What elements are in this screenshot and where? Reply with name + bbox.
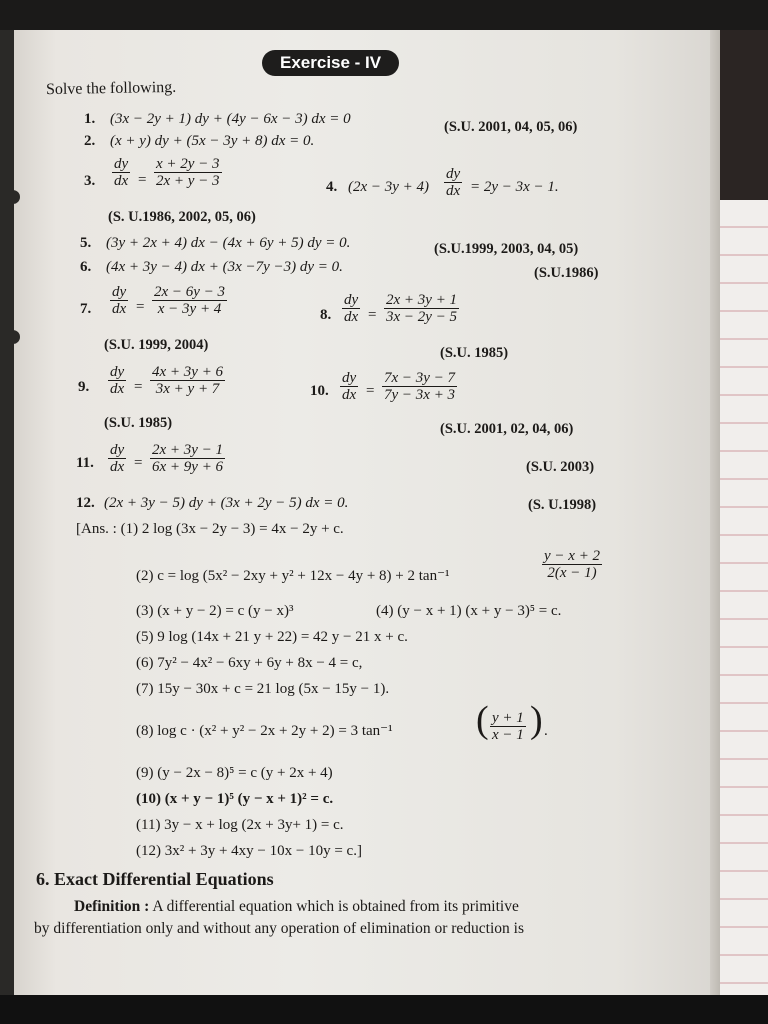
problem-number: 10. bbox=[310, 383, 329, 399]
equals-sign: = bbox=[134, 379, 143, 395]
problem-number: 4. bbox=[326, 179, 338, 195]
book-page bbox=[14, 30, 720, 995]
derivative-fraction: $\frac{dy}{dx}$ bbox=[342, 370, 357, 403]
problem-2: (x + y) dy + (5x − 3y + 8) dx = 0. bbox=[110, 133, 315, 149]
problem-number: 9. bbox=[78, 379, 90, 395]
equals-sign: = bbox=[368, 307, 377, 323]
section-heading: 6. Exact Differential Equations bbox=[36, 869, 274, 889]
answer-10: (10) (x + y − 1)⁵ (y − x + 1)² = c. bbox=[136, 791, 334, 807]
definition-line-2: by differentiation only and without any operation of elimination or reduction is bbox=[34, 920, 525, 937]
rhs-fraction: $\frac{2x + 3y + 1}{3x - 2y - 5}$ bbox=[386, 292, 458, 325]
answer-1: [Ans. : (1) 2 log (3x − 2y − 3) = 4x − 2y + c. bbox=[76, 521, 344, 537]
answer-8-fraction: $\frac{y + 1}{x - 1}$ bbox=[492, 710, 524, 743]
problem-reference: (S.U. 1985) bbox=[440, 345, 509, 361]
problem-number: 7. bbox=[80, 301, 92, 317]
background-top bbox=[0, 0, 768, 30]
answer-5: (5) 9 log (14x + 21 y + 22) = 42 y − 21 x + c. bbox=[136, 629, 408, 645]
answer-2-fraction: $\frac{y - x + 2}{2(x - 1)}$ bbox=[544, 548, 601, 581]
problem-number: 12. bbox=[76, 495, 95, 511]
answer-4: (4) (y − x + 1) (x + y − 3)⁵ = c. bbox=[376, 603, 562, 619]
exercise-title: Exercise - IV bbox=[262, 50, 399, 76]
answer-3: (3) (x + y − 2) = c (y − x)³ bbox=[136, 603, 294, 619]
binding-hole bbox=[14, 190, 20, 204]
problem-number: 2. bbox=[84, 133, 96, 149]
problem-number: 11. bbox=[76, 455, 94, 471]
problem-reference: (S.U. 2001, 02, 04, 06) bbox=[440, 421, 574, 437]
background-left bbox=[0, 30, 14, 995]
answer-2: (2) c = log (5x² − 2xy + y² + 12x − 4y + 8) + 2 tan⁻¹ bbox=[136, 568, 450, 584]
answer-9: (9) (y − 2x − 8)⁵ = c (y + 2x + 4) bbox=[136, 765, 333, 781]
background-right bbox=[718, 30, 768, 200]
rhs-fraction: $\frac{4x + 3y + 6}{3x + y + 7}$ bbox=[152, 364, 224, 397]
answer-7: (7) 15y − 30x + c = 21 log (5x − 15y − 1). bbox=[136, 681, 390, 697]
problem-number: 8. bbox=[320, 307, 332, 323]
derivative-fraction: $\frac{dy}{dx}$ bbox=[110, 364, 125, 397]
page-edge bbox=[710, 30, 720, 995]
problem-reference: (S.U.1999, 2003, 04, 05) bbox=[434, 241, 579, 257]
problem-number: 3. bbox=[84, 173, 96, 189]
problem-reference: (S.U. 2001, 04, 05, 06) bbox=[444, 119, 578, 135]
definition-text: A differential equation which is obtained from its primitive bbox=[152, 898, 519, 915]
derivative-fraction: $\frac{dy}{dx}$ bbox=[112, 284, 127, 317]
problem-number: 6. bbox=[80, 259, 92, 275]
problem-12: (2x + 3y − 5) dy + (3x + 2y − 5) dx = 0. bbox=[104, 495, 349, 511]
intro-text: Solve the following. bbox=[45, 78, 177, 99]
ruled-notebook bbox=[718, 200, 768, 995]
equals-sign: = bbox=[136, 299, 145, 315]
answer-12: (12) 3x² + 3y + 4xy − 10x − 10y = c.] bbox=[136, 843, 362, 859]
equals-sign: = bbox=[134, 455, 143, 471]
rhs-fraction: $\frac{2x - 6y - 3}{x - 3y + 4}$ bbox=[154, 284, 226, 317]
problem-number: 5. bbox=[80, 235, 92, 251]
problem-reference: (S.U.1986) bbox=[534, 265, 599, 281]
answer-8: (8) log c · (x² + y² − 2x + 2y + 2) = 3 tan⁻¹ bbox=[136, 723, 393, 739]
close-paren: ) bbox=[530, 699, 543, 741]
problem-number: 1. bbox=[84, 111, 96, 127]
derivative-fraction: $\frac{dy}{dx}$ bbox=[110, 442, 125, 475]
problem-reference: (S.U. 1999, 2004) bbox=[104, 337, 209, 353]
rhs-fraction: $\frac{x + 2y - 3}{2x + y - 3}$ bbox=[156, 156, 220, 189]
problem-4-rhs: = 2y − 3x − 1. bbox=[470, 179, 559, 195]
answer-6: (6) 7y² − 4x² − 6xy + 6y + 8x − 4 = c, bbox=[136, 655, 363, 671]
problem-6: (4x + 3y − 4) dx + (3x −7y −3) dy = 0. bbox=[106, 259, 343, 275]
problem-reference: (S.U. 2003) bbox=[526, 459, 595, 475]
problem-1: (3x − 2y + 1) dy + (4y − 6x − 3) dx = 0 bbox=[110, 111, 351, 127]
period: . bbox=[544, 723, 548, 739]
binding-hole bbox=[14, 330, 20, 344]
definition-line-1 bbox=[74, 898, 519, 916]
problem-reference: (S.U. 1985) bbox=[104, 415, 173, 431]
derivative-fraction: $\frac{dy}{dx}$ bbox=[114, 156, 129, 189]
derivative-fraction: $\frac{dy}{dx}$ bbox=[446, 166, 461, 199]
open-paren: ( bbox=[476, 699, 489, 741]
background-bottom bbox=[0, 995, 768, 1024]
problem-5: (3y + 2x + 4) dx − (4x + 6y + 5) dy = 0. bbox=[106, 235, 351, 251]
equals-sign: = bbox=[366, 383, 375, 399]
answer-11: (11) 3y − x + log (2x + 3y+ 1) = c. bbox=[136, 817, 344, 833]
equals-sign: = bbox=[138, 172, 147, 188]
rhs-fraction: $\frac{2x + 3y - 1}{6x + 9y + 6}$ bbox=[152, 442, 224, 475]
problem-4-lhs: (2x − 3y + 4) bbox=[348, 179, 430, 195]
definition-label: Definition : bbox=[74, 898, 150, 915]
problem-reference: (S. U.1998) bbox=[528, 497, 597, 513]
derivative-fraction: $\frac{dy}{dx}$ bbox=[344, 292, 359, 325]
problem-reference: (S. U.1986, 2002, 05, 06) bbox=[108, 209, 256, 225]
rhs-fraction: $\frac{7x - 3y - 7}{7y - 3x + 3}$ bbox=[384, 370, 456, 403]
